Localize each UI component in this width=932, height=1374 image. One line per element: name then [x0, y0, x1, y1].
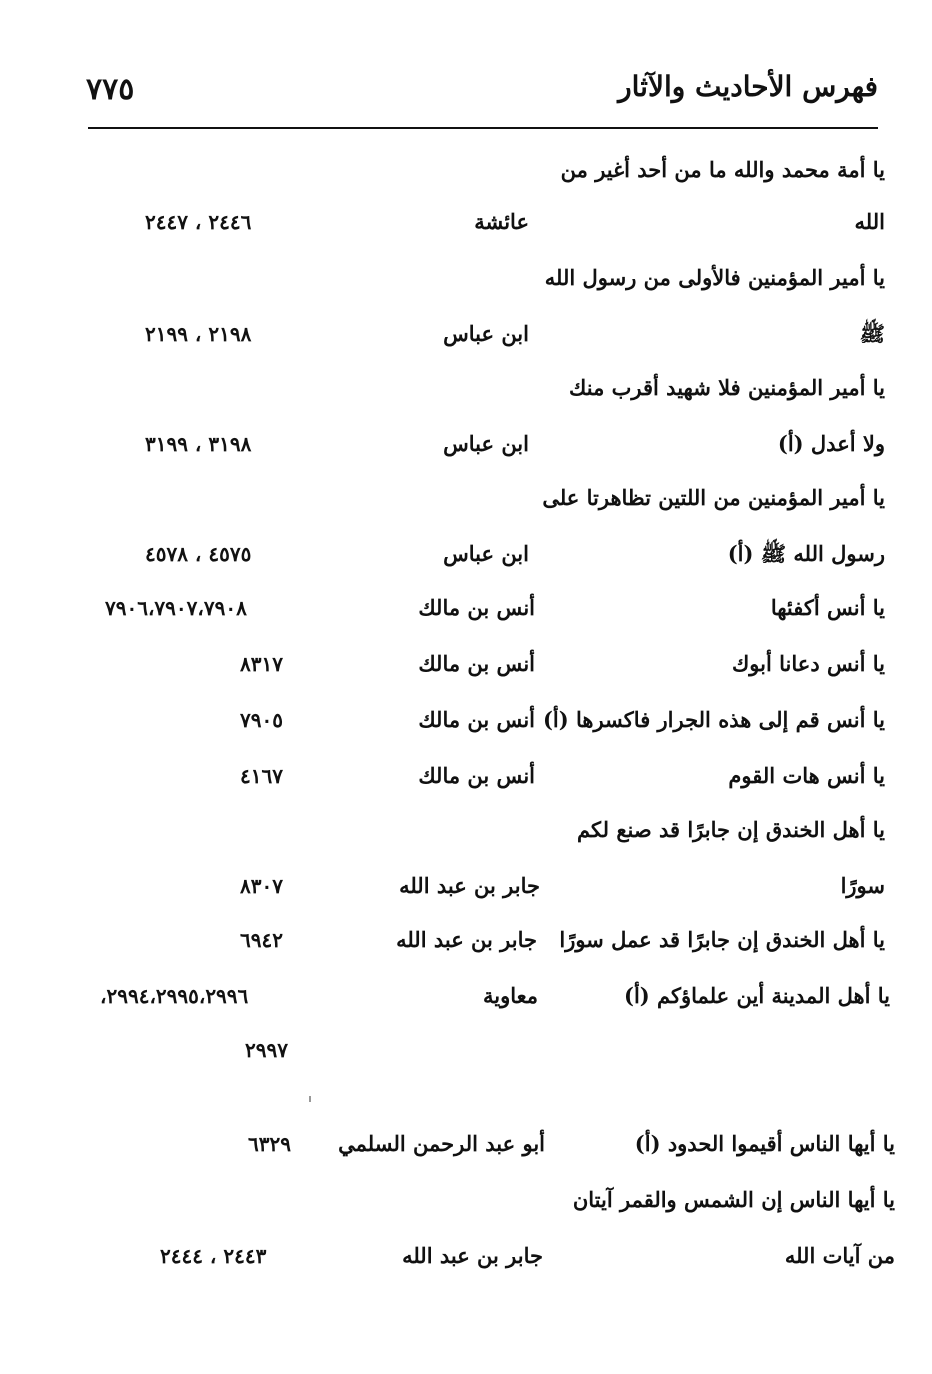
entry-row: [140, 866, 885, 906]
entry-row: [240, 1030, 320, 1070]
references: ٢٩٩٧: [245, 1038, 288, 1062]
narrator: أنس بن مالك: [418, 763, 535, 788]
narrator: أنس بن مالك: [418, 651, 535, 676]
references: ٢٤٤٣ ، ٢٤٤٤: [160, 1244, 267, 1268]
entry-row: [140, 534, 885, 574]
salawat-text: ﷺ: [859, 321, 885, 346]
hadith-text: يا أمير المؤمنين من اللتين تظاهرتا على: [542, 485, 885, 510]
hadith-text: يا أيها الناس إن الشمس والقمر آيتان: [572, 1187, 895, 1212]
entry-row: [140, 700, 885, 740]
entry-row: [105, 588, 885, 628]
references: ٤٥٧٥ ، ٤٥٧٨: [145, 542, 252, 566]
entry-row: [140, 314, 885, 354]
entry-row: [540, 258, 885, 298]
hadith-text: يا أمير المؤمنين فالأولى من رسول الله: [544, 265, 885, 290]
entry-row: [560, 1180, 895, 1220]
narrator: جابر بن عبد الله: [402, 1243, 543, 1268]
references: ٢١٩٨ ، ٢١٩٩: [145, 322, 252, 346]
hadith-text: ولا أعدل (أ): [777, 431, 885, 456]
hadith-text: من آيات الله: [784, 1243, 895, 1268]
references: ٢٤٤٦ ، ٢٤٤٧: [145, 210, 252, 234]
entry-row: [140, 424, 885, 464]
references: ٢٩٩٤،٢٩٩٥،٢٩٩٦،: [100, 984, 249, 1008]
entry-row: [160, 1236, 895, 1276]
entry-row: [140, 202, 885, 242]
references: ٦٩٤٢: [240, 928, 283, 952]
entry-row: [540, 368, 885, 408]
hadith-text: رسول الله ﷺ (أ): [727, 541, 885, 566]
references: ٦٣٢٩: [248, 1132, 291, 1156]
entry-row: [540, 150, 885, 190]
entry-row: [140, 644, 885, 684]
hadith-text: الله: [854, 209, 885, 234]
narrator: عائشة: [474, 209, 529, 234]
narrator: أنس بن مالك: [418, 595, 535, 620]
hadith-text: يا أهل الخندق إن جابرًا قد صنع لكم: [577, 817, 885, 842]
references: ٣١٩٨ ، ٣١٩٩: [145, 432, 252, 456]
narrator: ابن عباس: [443, 321, 529, 346]
narrator: أبو عبد الرحمن السلمي: [338, 1131, 545, 1156]
hadith-text: يا أنس دعانا أبوك: [732, 651, 885, 676]
narrator: معاوية: [482, 983, 538, 1008]
hadith-text: يا أهل المدينة أين علماؤكم (أ): [624, 983, 890, 1008]
entry-row: [140, 756, 885, 796]
hadith-text: يا أمير المؤمنين فلا شهيد أقرب منك: [569, 375, 885, 400]
entry-row: [540, 478, 885, 518]
hadith-text: يا أيها الناس أقيموا الحدود (أ): [634, 1131, 895, 1156]
hadith-text: يا أنس هات القوم: [728, 763, 885, 788]
references: ٨٣٠٧: [240, 874, 283, 898]
hadith-text: يا أمة محمد والله ما من أحد أغير من: [560, 157, 885, 182]
page-number: ٧٧٥: [86, 72, 135, 107]
hadith-text: يا أنس أكفئها: [770, 595, 885, 620]
hadith-text: سورًا: [840, 873, 885, 898]
references: ٧٩٠٥: [240, 708, 283, 732]
narrator: ابن عباس: [443, 431, 529, 456]
references: ٧٩٠٦،٧٩٠٧،٧٩٠٨: [105, 596, 247, 620]
narrator: جابر بن عبد الله: [396, 927, 537, 952]
hadith-text: يا أهل الخندق إن جابرًا قد عمل سورًا: [559, 927, 885, 952]
page-title: فهرس الأحاديث والآثار: [618, 70, 878, 103]
entry-row: [240, 1124, 895, 1164]
entry-row: [540, 810, 885, 850]
narrator: أنس بن مالك: [418, 707, 535, 732]
entry-row: [100, 976, 890, 1016]
narrator: ابن عباس: [443, 541, 529, 566]
references: ٨٣١٧: [240, 652, 283, 676]
hadith-text: يا أنس قم إلى هذه الجرار فاكسرها (أ): [542, 707, 885, 732]
speck: [309, 1096, 311, 1102]
references: ٤١٦٧: [240, 764, 283, 788]
narrator: جابر بن عبد الله: [399, 873, 540, 898]
entry-row: [140, 920, 885, 960]
